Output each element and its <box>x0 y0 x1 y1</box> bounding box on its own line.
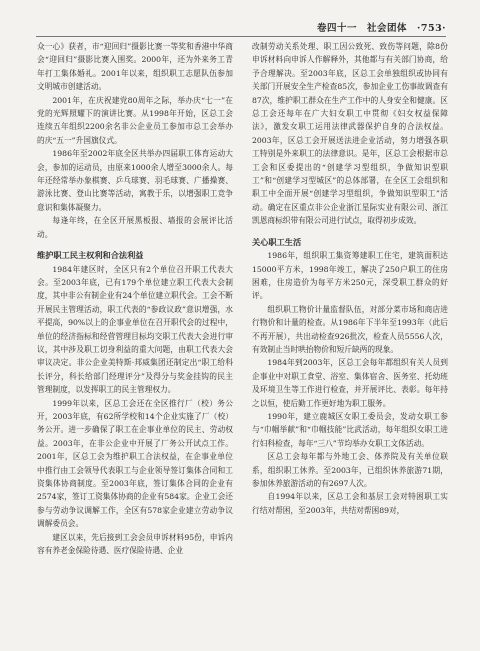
paragraph: 众一心》获者，市“迎回归”摄影比赛一等奖和香港中华商会“迎回归”摄影比赛入围奖。2000年，还为外来务工青年打工集体婚礼。2001年以来，组织职工志愿队伍参加文明城市创建活动。 <box>37 42 233 92</box>
running-header <box>36 18 446 37</box>
page-number: ·753· <box>417 23 446 34</box>
paragraph: 1986年至2002年底全区共举办四届职工体育运动大会，参加的运动员，由原来1000余人增至3000余人。每年还经常举办象棋赛、乒乓球赛、羽毛球赛、广播操赛、游泳比赛、登山比赛等活动，寓教于乐，以增强职工竞争意识和集体凝聚力。 <box>37 149 233 212</box>
section-heading: 关心职工生活 <box>252 236 302 247</box>
left-column <box>37 40 233 557</box>
paragraph: 1999年以来，区总工会还在全区推行厂（校）务公开，2003年底，有62所学校和14个企业实施了厂（校）务公开。进一步确保了职工在企事业单位的民主、劳动权益。2003年，在非公企业中开展了厂务公开试点工作。2001年，区总工会为维护职工合法权益，在企事业单位中推行由工会领导代表职工与企业领导签订集体合同和工资集体协商制度。至2003年底，签订集体合同的企业有2574家，签订工资集体协商的企业有584家。企业工会还参与劳动争议调解工作，全区有578家企业建立劳动争议调解委员会。 <box>37 398 233 529</box>
paragraph: 组织职工物价计量监督队伍，对部分菜市场和商店进行物价和计量的检查。从1986年下半年至1993年（此后不再开展），共出动检查926批次，检查人员5556人次，有效制止当时哄抬物价和短斤缺两的现象。 <box>252 304 448 354</box>
section-heading: 维护职工民主权利和合法利益 <box>37 250 144 261</box>
paragraph: 改制劳动关系处理、职工因公致死、致伤等问题，除8份申诉材料向申诉人作解释外，其他都与有关部门协商，给予合理解决。至2003年底，区总工会单独组织或协同有关部门开展安全生产检查85次，参加企业工伤事故调查有87次，维护职工群众在生产工作中的人身安全和健康。区总工会还每年在广大妇女职工中贯彻《妇女权益保障法》，激发女职工运用法律武器保护自身的合法权益。2003年，区总工会开展送法进企业活动，努力增强各职工特别是外来职工的法律意识。是年，区总工会根据市总工会和区委提出的“创建学习型组织，争做知识型职工”和“创建学习型城区”的总体部署，在全区工会组织和职工中全面开展“创建学习型组织，争做知识型职工”活动。确定在区重点非公企业浙江星际实业有限公司、浙江凯恩商标织带有限公司进行试点，取得初步成效。 <box>252 42 448 226</box>
paragraph: 1984年到2003年，区总工会每年都组织有关人员到企事业中对职工食堂、浴室、集体宿舍、医务室、托幼班及环境卫生等工作进行检查，并开展评比、表彰。每年持之以恒，使后勤工作更好地为职工服务。 <box>252 358 448 408</box>
paragraph: 1984年建区时，全区只有2个单位召开职工代表大会。至2003年底，已有179个单位建立职工代表大会制度，其中非公有制企业有24个单位建立职代会。工会不断开展民主管理活动，职工代表的“参政议政”意识增强，水平提高，90%以上的企事业单位在召开职代会的过程中，单位的经济指标和经营管理目标均交职工代表大会进行审议，其中涉及职工切身利益的重大问题，由职工代表大会审议决定。非公企业美特斯·邦威集团还制定出“职工给科长评分，科长给部门经理评分”及得分与奖金挂钩的民主管理制度，以发挥职工的民主管理权力。 <box>37 264 233 395</box>
paragraph: 建区以来，先后接到工会会员申诉材料95份，申诉内容有养老金保险待遇、医疗保险待遇、企业 <box>37 532 233 556</box>
paragraph: 每逢年终，在全区开展黑板报、墙报的会展评比活动。 <box>37 216 233 239</box>
paragraph: 1990年，建立鹿城区女职工委员会，发动女职工参与“巾帼举献”和“巾帼技能”比武活动，每年组织女职工进行妇科检查，每年“三八”节均举办女职工文体活动。 <box>252 411 448 448</box>
chapter-title: 卷四十一 社会团体 <box>317 23 408 34</box>
paragraph: 自1994年以来，区总工会和基层工会对特困职工实行结对帮困，至2003年，共结对帮困89对， <box>252 492 448 515</box>
paragraph: 区总工会每年都与外地工会、体养院及有关单位联系，组织职工休养。至2003年，已组织休养旅游71期，参加休养旅游活动的有2697人次。 <box>252 452 448 488</box>
paragraph: 1986年，组织职工集资筹建职工住宅，建筑面积达15000平方米，1998年竣工，解决了250户职工的住房困难，住房造价为每平方米250元，深受职工群众的好评。 <box>252 251 448 301</box>
paragraph: 2001年，在庆祝建党80周年之际，举办庆“七一”在党的光辉照耀下的演讲比赛。从1998年开始，区总工会连续五年组织2200余名非公企业员工参加市总工会举办的庆“五一”升国旗仪式。 <box>37 95 233 145</box>
right-column <box>252 40 448 517</box>
